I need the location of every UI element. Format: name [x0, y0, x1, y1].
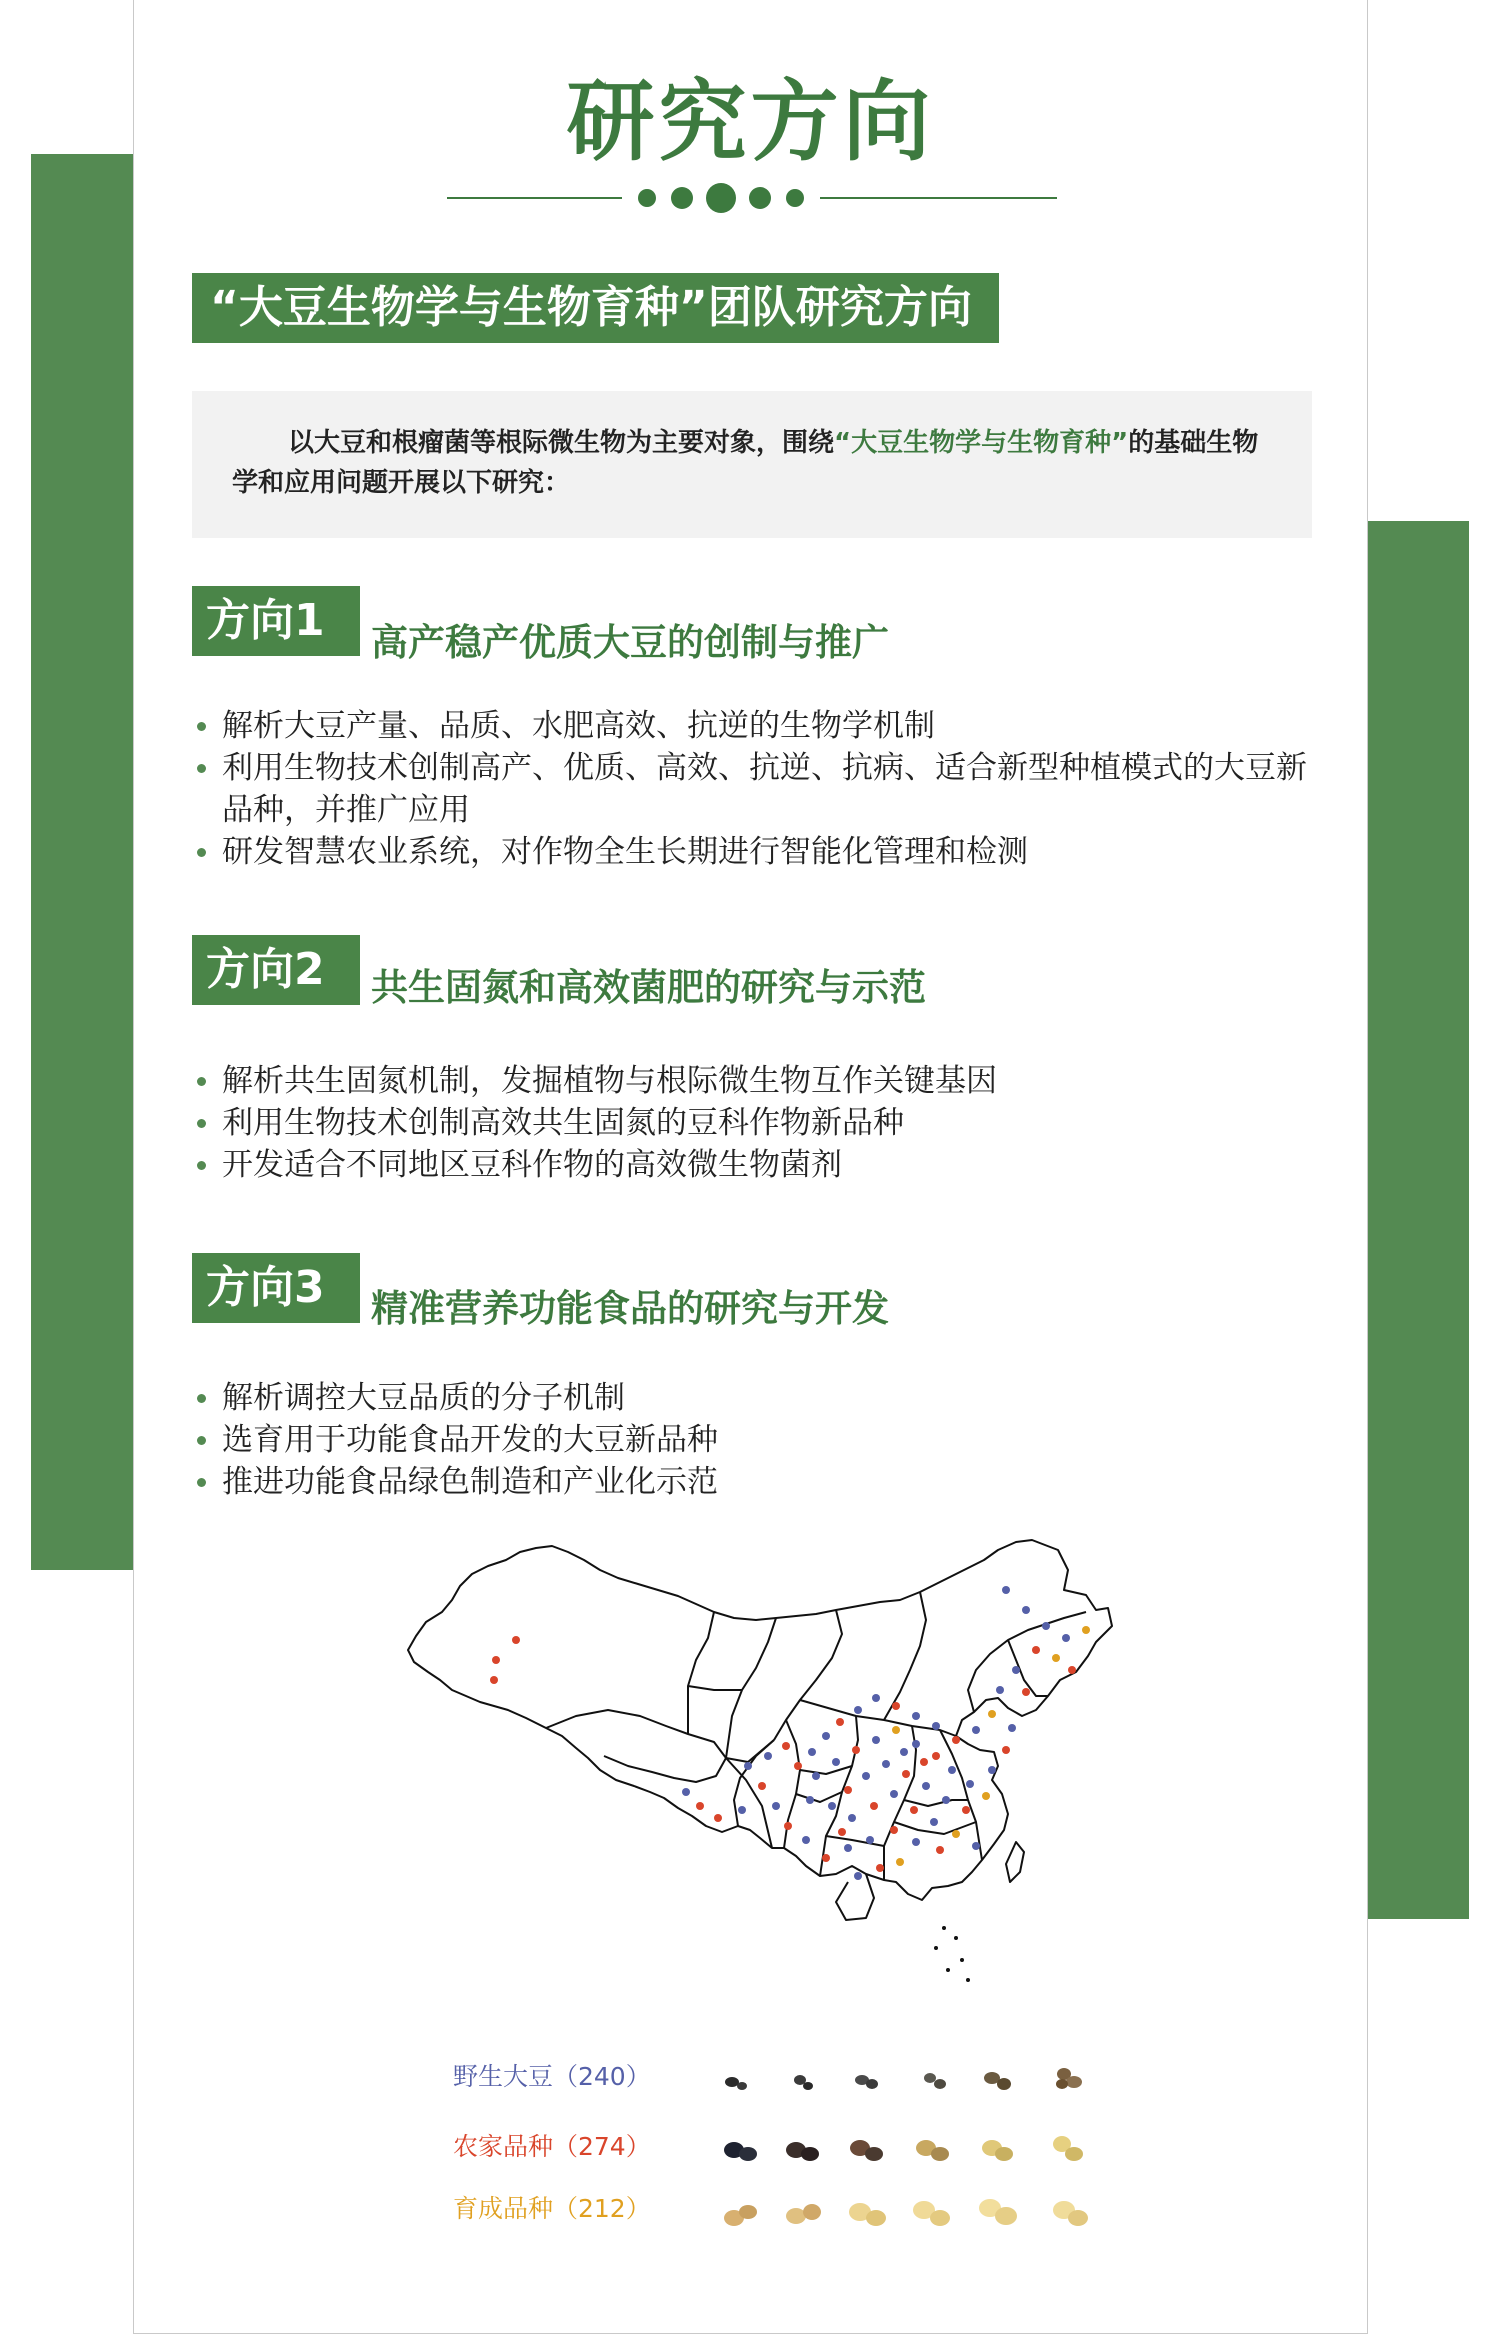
list-item: 解析调控大豆品质的分子机制 [192, 1377, 1312, 1419]
legend-landrace: 农家品种（274） [453, 2132, 651, 2161]
section-3-badge: 方向3 [192, 1253, 360, 1323]
list-item: 推进功能食品绿色制造和产业化示范 [192, 1461, 1312, 1503]
list-item: 解析共生固氮机制，发掘植物与根际微生物互作关键基因 [192, 1060, 1312, 1102]
intro-text-before: 以大豆和根瘤菌等根际微生物为主要对象，围绕 [288, 428, 835, 458]
list-item: 开发适合不同地区豆科作物的高效微生物菌剂 [192, 1144, 1312, 1186]
seed-images-landrace [712, 2118, 1162, 2178]
title-divider [447, 180, 1057, 216]
intro-box [192, 391, 1312, 538]
section-2-badge: 方向2 [192, 935, 360, 1005]
section-2-title: 共生固氮和高效菌肥的研究与示范 [371, 966, 926, 1009]
legend-cultivar: 育成品种（212） [453, 2194, 651, 2223]
list-item: 研发智慧农业系统，对作物全生长期进行智能化管理和检测 [192, 831, 1312, 873]
list-item: 利用生物技术创制高效共生固氮的豆科作物新品种 [192, 1102, 1312, 1144]
right-green-band [1367, 521, 1469, 1919]
section-2-list [192, 1060, 1312, 1186]
left-green-band [31, 154, 133, 1570]
seed-images-cultivar [712, 2180, 1162, 2240]
list-item: 利用生物技术创制高产、优质、高效、抗逆、抗病、适合新型种植模式的大豆新品种，并推广应用 [192, 747, 1312, 831]
list-item: 解析大豆产量、品质、水肥高效、抗逆的生物学机制 [192, 705, 1312, 747]
section-1-list [192, 705, 1312, 873]
china-outline [408, 1540, 1112, 1920]
list-item: 选育用于功能食品开发的大豆新品种 [192, 1419, 1312, 1461]
soybean-distribution-map [396, 1530, 1216, 2060]
section-3-title: 精准营养功能食品的研究与开发 [371, 1287, 889, 1330]
content-panel [133, 0, 1368, 2334]
seed-images-wild [712, 2048, 1162, 2108]
intro-text-after: 的基础生物学和应用问题开展以下研究： [232, 428, 1259, 498]
page-title: 研究方向 [566, 70, 935, 173]
section-1-badge: 方向1 [192, 586, 360, 656]
section-1-title: 高产稳产优质大豆的创制与推广 [371, 621, 889, 664]
team-badge: “大豆生物学与生物育种”团队研究方向 [192, 273, 999, 343]
intro-highlight: “大豆生物学与生物育种” [834, 428, 1129, 458]
sea-islands [934, 1926, 970, 1982]
section-3-list [192, 1377, 1312, 1503]
legend-wild-soybean: 野生大豆（240） [453, 2062, 651, 2091]
